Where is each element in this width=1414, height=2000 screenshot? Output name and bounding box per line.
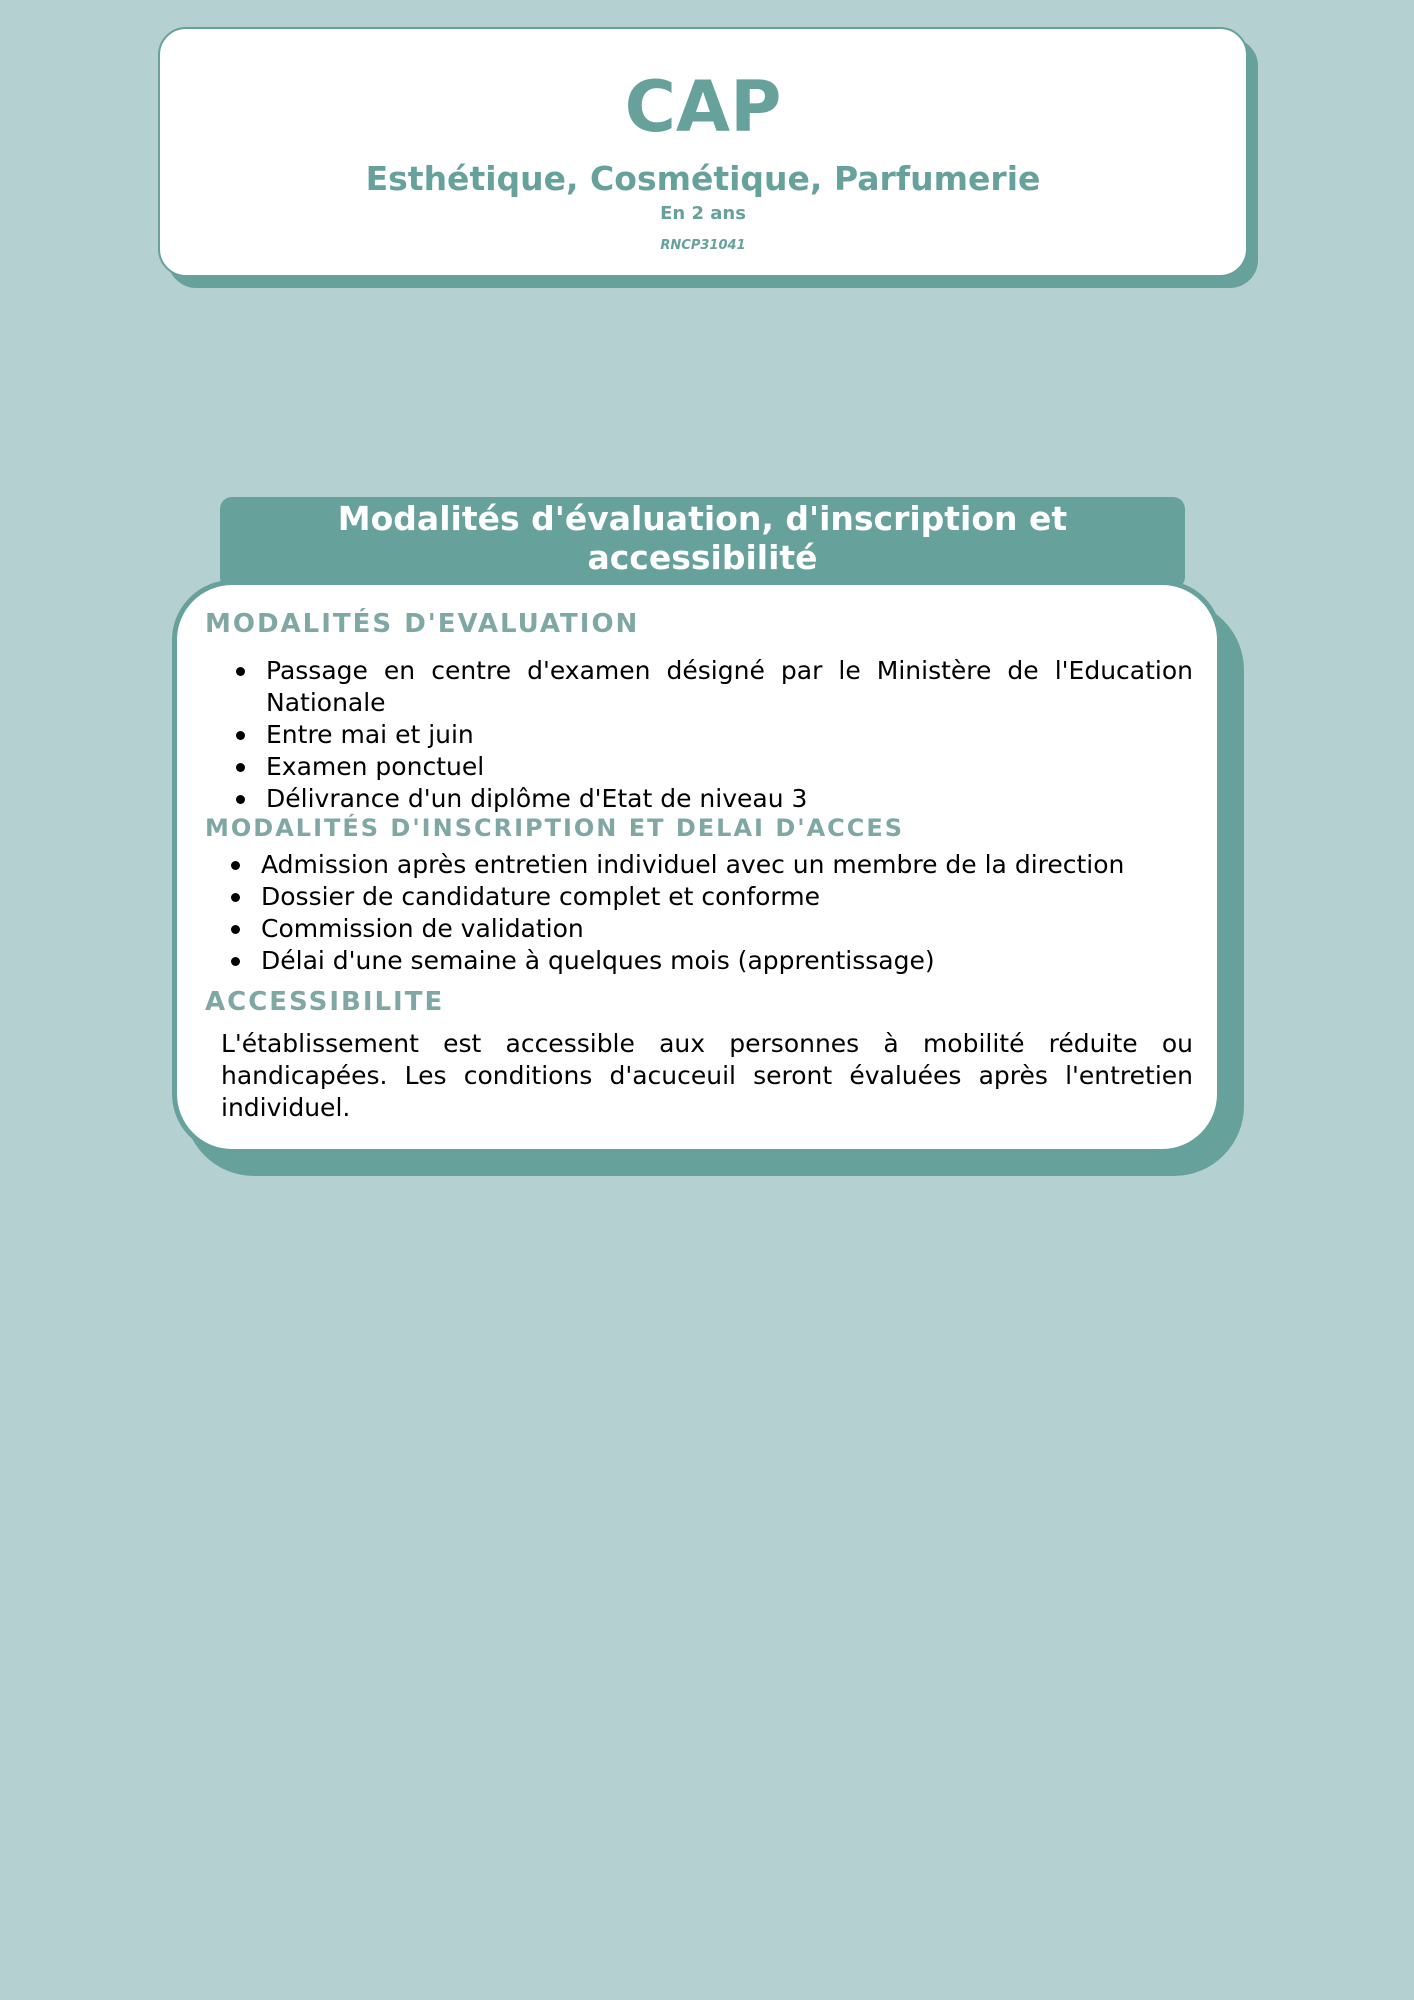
list-item-text: Entre mai et juin <box>266 720 474 749</box>
accessibility-heading: ACCESSIBILITE <box>205 987 445 1017</box>
evaluation-heading: MODALITÉS D'EVALUATION <box>205 609 640 639</box>
list-item-text: Délivrance d'un diplôme d'Etat de niveau 3 <box>266 784 808 813</box>
list-item-text: Admission après entretien individuel avec un membre de la direction <box>261 850 1125 879</box>
banner-line-2: accessibilité <box>587 538 818 577</box>
header-card <box>158 27 1248 277</box>
list-item <box>261 945 1191 977</box>
duration-label: En 2 ans <box>660 203 746 224</box>
bullet-icon <box>236 731 245 740</box>
list-item <box>261 913 1191 945</box>
inscription-list <box>261 849 1191 977</box>
section-banner <box>220 497 1185 589</box>
list-item <box>266 751 1193 783</box>
bullet-icon <box>236 763 245 772</box>
accessibility-text: L'établissement est accessible aux personnes à mobilité réduite ou handicapées. Les conditions d'acuceuil seront évaluées après l'entretien individuel. <box>221 1029 1193 1122</box>
page-subtitle: Esthétique, Cosmétique, Parfumerie <box>365 159 1041 198</box>
list-item <box>261 849 1191 881</box>
page-title: CAP <box>624 66 782 148</box>
rncp-code: RNCP31041 <box>660 238 746 253</box>
list-item-text: Dossier de candidature complet et conforme <box>261 882 820 911</box>
bullet-icon <box>231 925 240 934</box>
list-item-text: Délai d'une semaine à quelques mois (apprentissage) <box>261 946 935 975</box>
bullet-icon <box>236 795 245 804</box>
list-item-text: Passage en centre d'examen désigné par le Ministère de l'Education Nationale <box>266 656 1193 717</box>
list-item <box>261 881 1191 913</box>
list-item <box>266 655 1193 719</box>
evaluation-list <box>266 655 1193 815</box>
bullet-icon <box>236 667 245 676</box>
inscription-heading: MODALITÉS D'INSCRIPTION ET DELAI D'ACCES <box>205 814 905 842</box>
list-item <box>266 783 1193 815</box>
list-item-text: Commission de validation <box>261 914 584 943</box>
list-item-text: Examen ponctuel <box>266 752 485 781</box>
banner-line-1: Modalités d'évaluation, d'inscription et <box>337 499 1068 538</box>
bullet-icon <box>231 893 240 902</box>
bullet-icon <box>231 861 240 870</box>
bullet-icon <box>231 957 240 966</box>
list-item <box>266 719 1193 751</box>
